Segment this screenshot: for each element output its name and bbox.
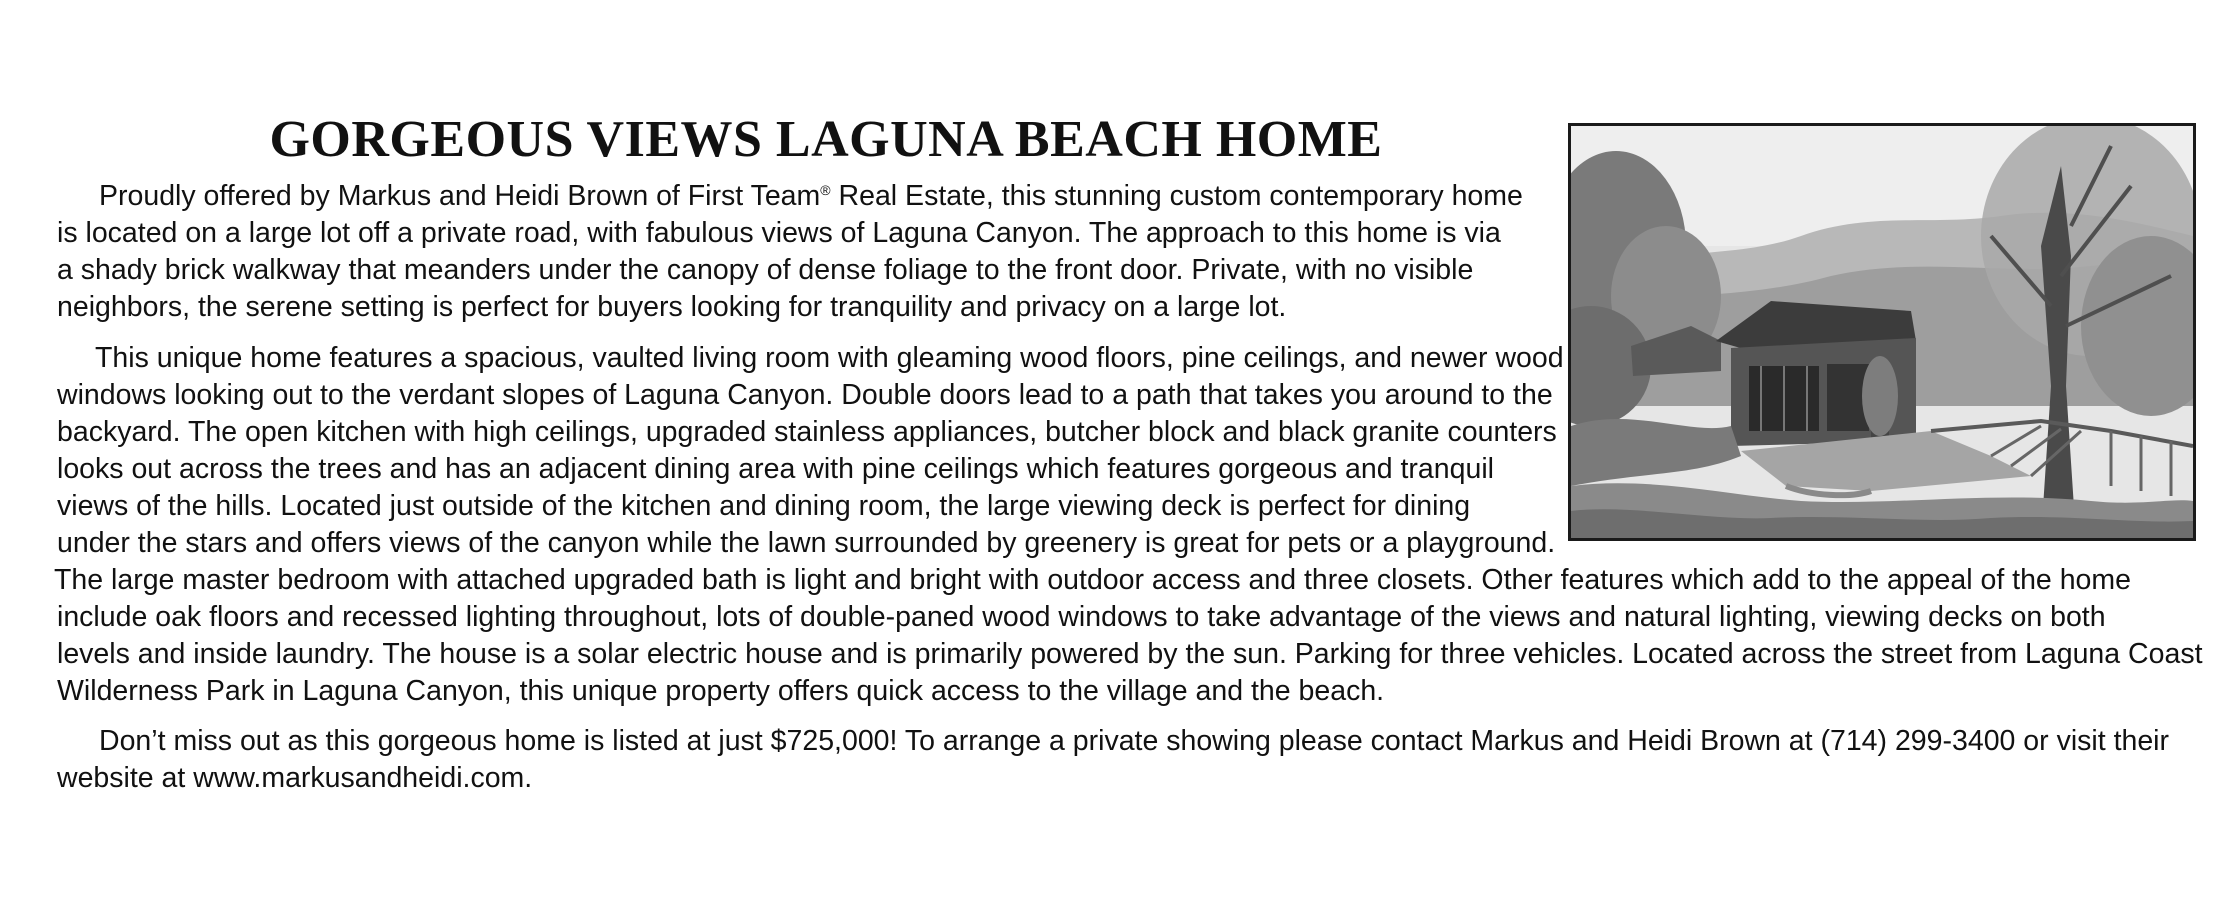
paragraph-1-line-1-end: Real Estate, this stunning custom contemporary home xyxy=(830,180,1523,212)
paragraph-1-line-3: a shady brick walkway that meanders under the canopy of dense foliage to the front door. Private, with no visible xyxy=(57,254,1474,286)
article-headline: GORGEOUS VIEWS LAGUNA BEACH HOME xyxy=(269,111,1383,168)
house-photo-illustration xyxy=(1571,126,2193,538)
paragraph-3-line-2: website at www.markusandheidi.com. xyxy=(57,762,533,794)
paragraph-1-line-2: is located on a large lot off a private road, with fabulous views of Laguna Canyon. The approach to this home is via xyxy=(57,217,1501,249)
paragraph-2-line-6: under the stars and offers views of the canyon while the lawn surrounded by greenery is great for pets or a playground. xyxy=(57,527,1556,559)
paragraph-1-line-1-start: Proudly offered by Markus and Heidi Brown of First Team xyxy=(99,180,821,212)
paragraph-2-line-5: views of the hills. Located just outside of the kitchen and dining room, the large viewing deck is perfect for dining xyxy=(57,490,1471,522)
paragraph-2-line-2: windows looking out to the verdant slopes of Laguna Canyon. Double doors lead to a path that takes you around to the xyxy=(57,379,1553,411)
paragraph-3-line-1: Don’t miss out as this gorgeous home is listed at just $725,000! To arrange a private showing please contact Markus and Heidi Brown at (714) 299-3400 or visit their xyxy=(99,725,2170,757)
paragraph-2-line-1: This unique home features a spacious, vaulted living room with gleaming wood floors, pine ceilings, and newer wood xyxy=(95,342,1564,374)
paragraph-2-line-4: looks out across the trees and has an adjacent dining area with pine ceilings which features gorgeous and tranquil xyxy=(57,453,1494,485)
paragraph-2-line-9: levels and inside laundry. The house is a solar electric house and is primarily powered by the sun. Parking for three vehicles. Located across the street from Laguna Coast xyxy=(57,638,2203,670)
paragraph-2-line-8: include oak floors and recessed lighting throughout, lots of double-paned wood windows to take advantage of the views and natural lighting, viewing decks on both xyxy=(57,601,2106,633)
paragraph-1-line-4: neighbors, the serene setting is perfect for buyers looking for tranquility and privacy on a large lot. xyxy=(57,291,1287,323)
paragraph-1-line-1 xyxy=(99,178,1523,215)
paragraph-2-line-10: Wilderness Park in Laguna Canyon, this unique property offers quick access to the village and the beach. xyxy=(57,675,1385,707)
paragraph-2-line-3: backyard. The open kitchen with high ceilings, upgraded stainless appliances, butcher block and black granite counters xyxy=(57,416,1557,448)
registered-mark: ® xyxy=(820,182,831,198)
paragraph-2-line-7: The large master bedroom with attached upgraded bath is light and bright with outdoor access and three closets. Other features which add to the appeal of the home xyxy=(54,564,2131,596)
house-photo xyxy=(1568,123,2196,541)
